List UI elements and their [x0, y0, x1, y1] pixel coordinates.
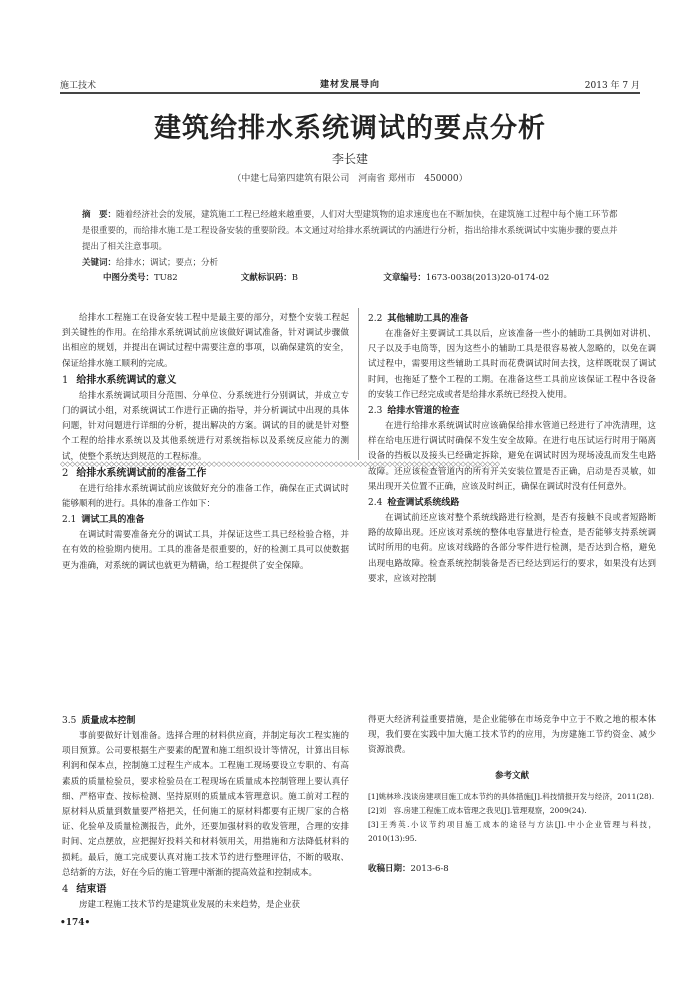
column-right-top	[368, 311, 656, 587]
section-2-1-heading: 2.1 调试工具的准备	[62, 515, 145, 526]
article-number: 1673-0038(2013)20-0174-02	[425, 273, 550, 283]
section-2-3-text: 在进行给排水系统调试时应该确保给排水管道已经进行了冲洗清理，这样在给电压进行调试时确保不发生安全故障。在进行电压试运行时用于隔离设备的挡板以及接头已经确定拆除，避免在调试时因为现场凌乱而发生电路故障。还应该检查管道内的所有开关安装位置是否正确，启动是否灵敏，如果出现开关位置不正确，应该及时纠正，确保在调试时没有任何意外。	[368, 421, 656, 492]
header-date: 2013 年 7 月	[584, 81, 640, 91]
keywords: 给排水；调试；要点；分析	[116, 258, 219, 268]
reference-item: [3]王秀英.小议节约项目施工成本的途径与方法[J].中小企业管理与科技，2010(13):95.	[368, 819, 656, 843]
running-header	[60, 76, 640, 94]
doc-label: 文献标识码：	[240, 273, 292, 283]
header-journal: 建材发展导向	[319, 80, 380, 90]
doc-value: B	[291, 273, 298, 283]
article-title: 建筑给排水系统调试的要点分析	[154, 113, 546, 144]
section-1-heading: 1 给排水系统调试的意义	[62, 374, 177, 386]
section-2-3-heading: 2.3 给排水管道的检查	[368, 406, 460, 417]
abstract-label: 摘 要：	[82, 210, 117, 220]
section-3-5-heading: 3.5 质量成本控制	[62, 716, 136, 726]
section-2-heading: 2 给排水系统调试前的准备工作	[62, 467, 207, 479]
conclusion-continued: 得更大经济利益重要措施，是企业能够在市场竞争中立于不败之地的根本体现，我们要在实践中加大施工技术节约的应用，为房建施工节约资金、减少资源浪费。	[368, 715, 656, 756]
clc-value: TU82	[154, 273, 178, 283]
section-2-4-text: 在调试前还应该对整个系统线路进行检测，是否有接触不良或者短路断路的故障出现。还应该对系统的整体电容量进行检查，是否能够支持系统调试时所用的电荷。应该对线路的各部分零件进行检测，是否达到合格，避免出现电路故障。检查系统控制装备是否已经达到运行的要求，如果没有达到要求，应该对控制	[368, 513, 656, 584]
section-2-1-text: 在调试时需要准备充分的调试工具，并保证这些工具已经检验合格，并在有效的检验期内使用。工具的准备是很重要的，好的检测工具可以使数据更为准确，对系统的调试也就更为精确，给工程提供了安全保障。	[62, 530, 349, 571]
column-left-top	[62, 311, 349, 574]
clc-label: 中图分类号：	[103, 273, 155, 283]
section-2-text: 在进行给排水系统调试前应该做好充分的准备工作，确保在正式调试时能够顺利的进行。具体的准备工作如下：	[62, 483, 349, 510]
column-rule	[358, 308, 359, 460]
section-1-text: 给排水系统调试项目分范围、分单位、分系统进行分别调试，并成立专门的调试小组，对系统调试工作进行正确的指导，并分析调试中出现的具体问题，针对问题进行详细的分析，提出解决的方案。调试的目的就是针对整个工程的给排水系统以及其他系统进行对系统指标以及系统反应能力的测试，使整个系统达到规范的工程标准。	[62, 390, 349, 462]
section-2-2-text: 在准备好主要调试工具以后，应该准备一些小的辅助工具例如对讲机、尺子以及手电筒等，因为这些小的辅助工具是很容易被人忽略的，以免在调试过程中，需要用这些辅助工具时而花费调试时间去找，这样既耽误了调试时间，也拖延了整个工程的工期。在准备这些工具前应该保证工程中各设备的安装工作已经完成或者是给排水系统已经投入使用。	[368, 329, 656, 400]
section-4-text: 房建工程施工技术节约是建筑业发展的未来趋势，是企业获	[79, 900, 301, 911]
section-4-heading: 4 结束语	[62, 884, 107, 896]
affiliation: （中建七局第四建筑有限公司 河南省 郑州市 450000）	[232, 174, 468, 184]
received-date: 收稿日期：2013-6-8	[368, 863, 449, 874]
article-meta	[103, 271, 623, 283]
article-divider: ◇◇◇◇◇◇◇◇◇◇◇◇◇◇◇◇◇◇◇◇◇◇◇◇◇◇◇◇◇◇◇◇◇◇◇◇◇◇◇◇◇◇◇◇◇◇◇◇◇◇◇◇◇◇◇◇◇◇◇◇◇◇◇◇◇◇◇◇◇◇◇◇◇◇◇◇◇◇◇◇◇◇◇◇◇◇◇◇◇◇	[60, 460, 500, 468]
page-number: •174•	[60, 918, 91, 928]
reference-item: [1]姚林珍.浅谈房建项目施工成本节约的具体措施[J].科技情报开发与经济，2011(28).	[368, 791, 655, 801]
reference-item: [2]刘 容.房建工程施工成本管理之我见[J].管理观察，2009(24).	[368, 805, 587, 815]
header-section: 施工技术	[60, 81, 97, 91]
references-title: 参考文献	[494, 770, 529, 781]
section-3-5-text: 事前要做好计划准备。选择合理的材料供应商，并制定每次工程实施的项目预算。公司要根据生产要素的配置和施工组织设计等情况，计算出目标利润和保本点，控制施工过程生产成本。工程施工现场要设立专职的、有高素质的质量检验员，要求检验员在工程现场在质量成本控制管理上要认真仔细、严格审查、按标检测、坚持原则的质量成本管理意识。施工前对工程的原材料从质量到数量要严格把关，任何施工的原材料都要有正规厂家的合格证、化验单及质量检测报告，此外，还要加强材料的收发管理，合理的安排时间、定点摆放，应把握好投料关和材料领用关，用措施和方法降低材料的损耗。最后，施工完成要认真对施工技术节约进行整理评估，不断的吸取、总结新的方法，好在今后的施工管理中渐渐的提高效益和控制成本。	[62, 731, 349, 878]
author: 李长建	[331, 152, 368, 166]
abstract-text: 随着经济社会的发展，建筑施工工程已经越来越重要，人们对大型建筑物的追求速度也在不断加快，在建筑施工过程中每个施工环节都是很重要的，而给排水施工是工程设备安装的重要阶段。本文通过对给排水系统调试的内涵进行分析，指出给排水系统调试中实施步骤的要点并提出了相关注意事项。	[82, 210, 618, 252]
section-2-4-heading: 2.4 检查调试系统线路	[368, 498, 460, 509]
column-left-bottom	[62, 713, 349, 913]
section-2-2-heading: 2.2 其他辅助工具的准备	[368, 314, 469, 324]
intro-paragraph: 给排水工程施工在设备安装工程中是最主要的部分，对整个安装工程起到关键性的作用。在给排水系统调试前应该做好调试准备，针对调试步骤做出相应的规划，并提出在调试过程中需要注意的事项，以确保建筑的安全，保证给排水施工顺利的完成。	[62, 313, 349, 369]
article-number-label: 文章编号：	[383, 273, 426, 283]
keywords-label: 关键词：	[82, 258, 117, 268]
abstract	[82, 207, 622, 271]
column-right-bottom	[368, 713, 656, 877]
